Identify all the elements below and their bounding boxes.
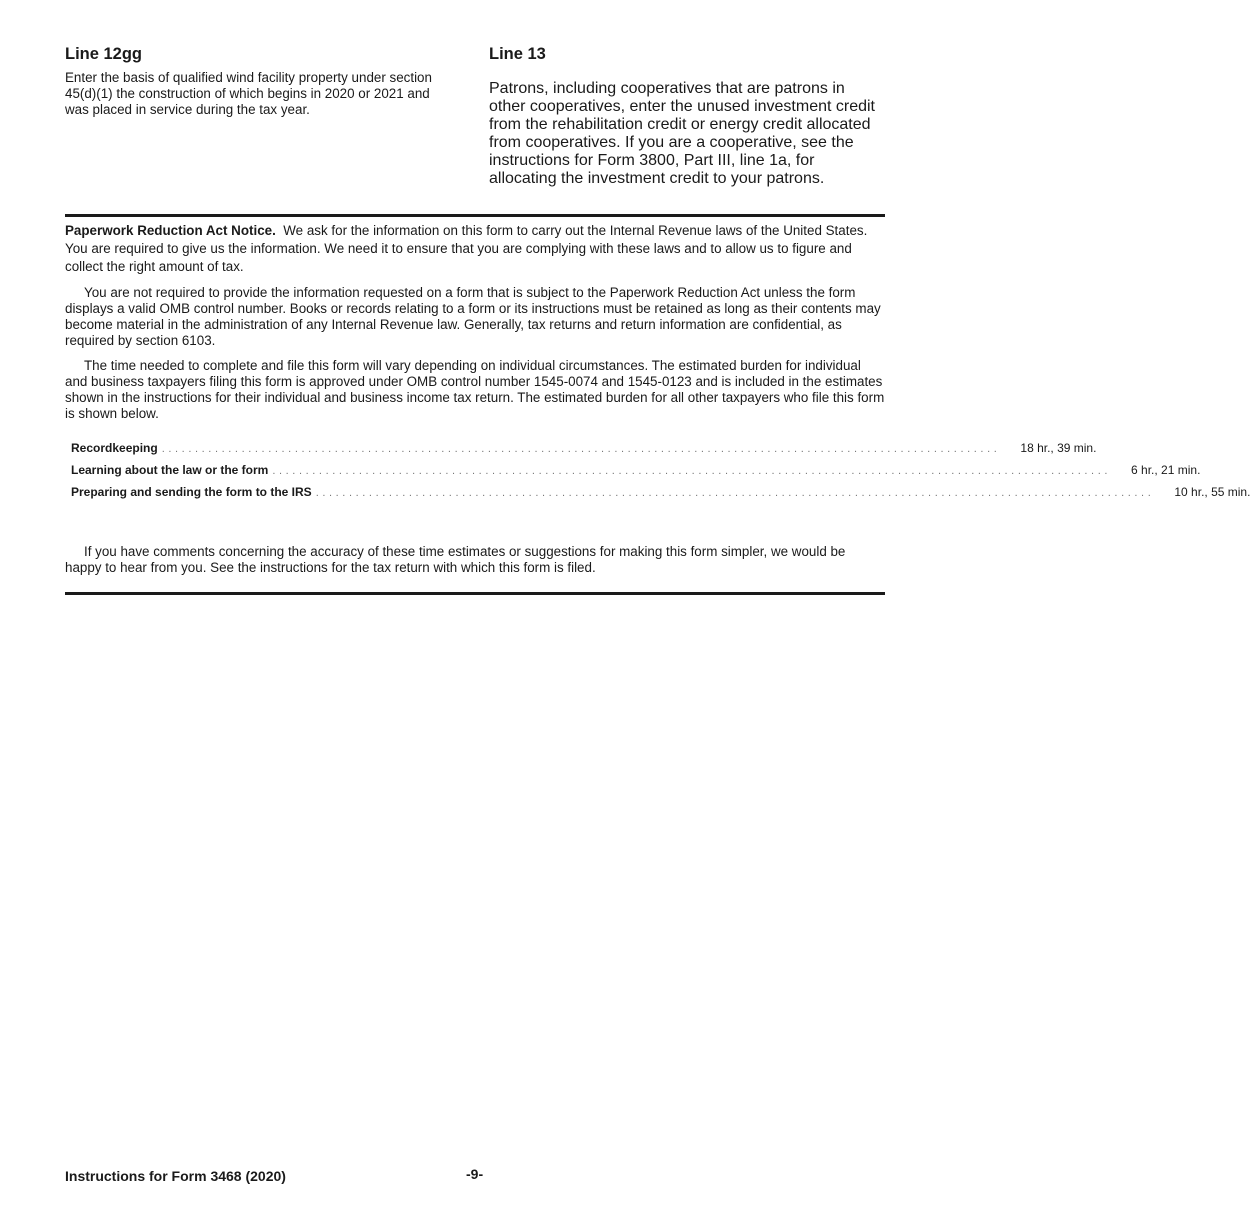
burden-row: [71, 441, 1097, 463]
burden-label: Preparing and sending the form to the IRS: [71, 485, 312, 499]
line-12gg-section: [65, 40, 457, 204]
burden-value: 18 hr., 39 min.: [1020, 441, 1097, 455]
line-13-section: [489, 40, 885, 204]
burden-row: [71, 485, 1250, 507]
two-column-section: [65, 40, 885, 204]
paperwork-notice: [65, 222, 885, 276]
bottom-divider: [65, 592, 885, 595]
dot-leader: ..............................................................................................................................: [161, 443, 1001, 455]
burden-row: [71, 463, 1201, 485]
line-12gg-heading: Line 12gg: [65, 45, 143, 63]
burden-label: Recordkeeping: [71, 441, 158, 455]
comments-paragraph: If you have comments concerning the accuracy of these time estimates or suggestions for making this form simpler, we would be happy to hear from you. See the instructions for the tax return with which this form is filed.: [65, 544, 846, 575]
burden-value: 6 hr., 21 min.: [1131, 463, 1201, 477]
line-12gg-text: Enter the basis of qualified wind facility property under section 45(d)(1) the construction of which begins in 2020 or 2021 and was placed in service during the tax year.: [65, 70, 432, 117]
notice-title: Paperwork Reduction Act Notice.: [65, 223, 276, 238]
burden-table: [65, 441, 1250, 507]
line-13-heading: Line 13: [489, 45, 546, 63]
burden-label: Learning about the law or the form: [71, 463, 269, 477]
page-content: [65, 40, 1250, 595]
dot-leader: ..............................................................................................................................: [272, 465, 1112, 477]
burden-paragraph: The time needed to complete and file this form will vary depending on individual circumstances. The estimated burden for individual and business taxpayers filing this form is approved under OMB control number 1545-0074 and 1545-0123 and is included in the estimates shown in the instructions for their individual and business income tax return. The estimated burden for all other taxpayers who file this form is shown below.: [65, 358, 885, 421]
section-divider: [65, 214, 885, 217]
footer-page-number: -9-: [466, 1166, 484, 1182]
omb-paragraph: You are not required to provide the information requested on a form that is subject to the Paperwork Reduction Act unless the form displays a valid OMB control number. Books or records relating to a form or its instructions must be retained as long as their contents may become material in the administration of any Internal Revenue law. Generally, tax returns and return information are confidential, as required by section 6103.: [65, 285, 881, 348]
line-13-text: Patrons, including cooperatives that are patrons in other cooperatives, enter the unused investment credit from the rehabilitation credit or energy credit allocated from cooperatives. If you are a cooperative, see the instructions for Form 3800, Part III, line 1a, for allocating the investment credit to your patrons.: [489, 80, 875, 187]
notice-text: We ask for the information on this form to carry out the Internal Revenue laws of the United States. You are required to give us the information. We need it to ensure that you are complying with these laws and to allow us to figure and collect the right amount of tax.: [65, 223, 868, 274]
dot-leader: ..............................................................................................................................: [315, 487, 1155, 499]
footer-form-title: Instructions for Form 3468 (2020): [65, 1168, 286, 1184]
burden-value: 10 hr., 55 min.: [1174, 485, 1250, 499]
